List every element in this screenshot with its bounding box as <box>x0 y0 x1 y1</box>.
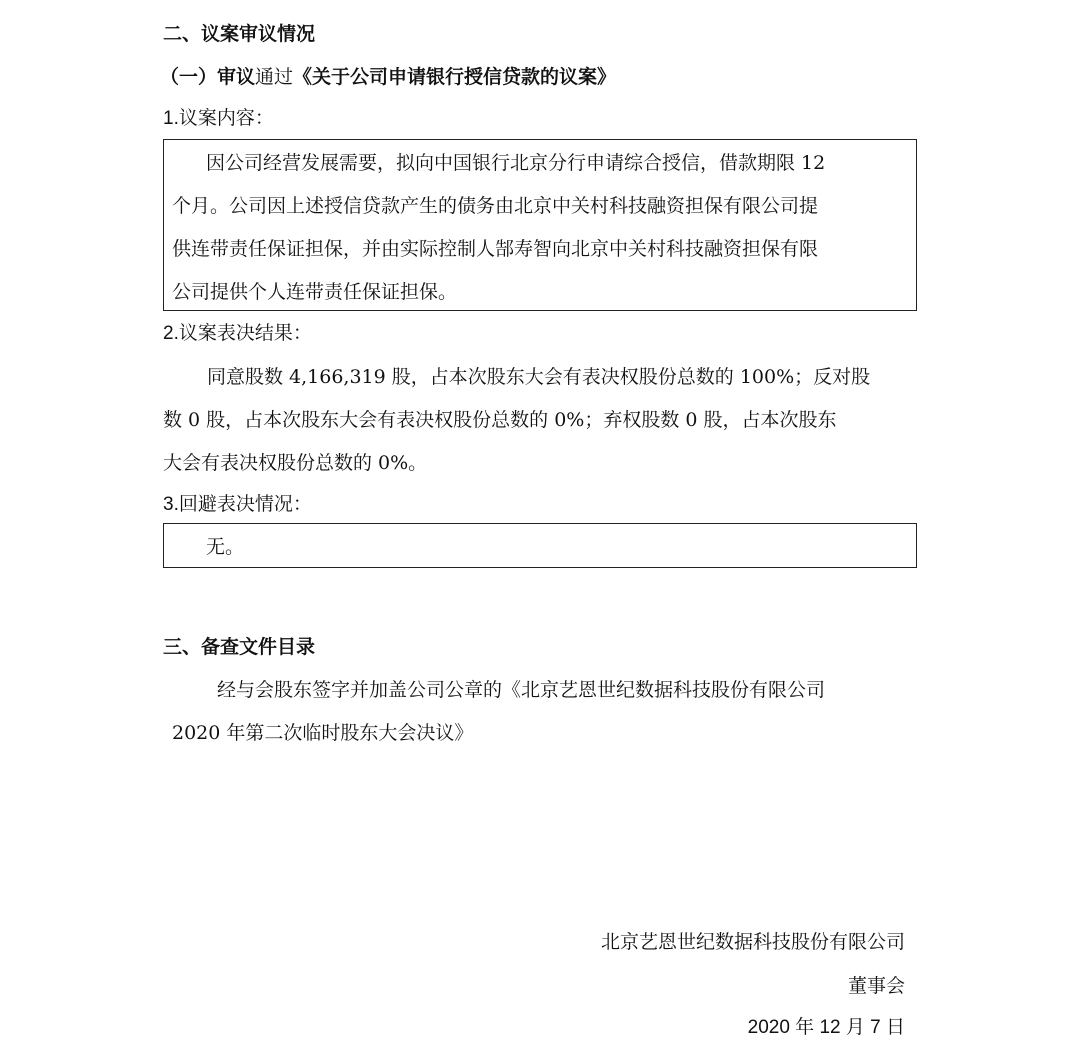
section-heading-3: 三、备查文件目录 <box>163 636 316 658</box>
recusal-box <box>163 523 917 568</box>
motion-passed: 通过 <box>255 66 294 88</box>
signature-date: 2020 年 12 月 7 日 <box>747 1017 905 1038</box>
item3-label: 3.回避表决情况： <box>163 494 312 515</box>
item1-label: 1.议案内容： <box>163 108 274 129</box>
recusal-text: 无。 <box>206 536 245 558</box>
motion-title <box>160 65 616 89</box>
content-line: 因公司经营发展需要，拟向中国银行北京分行申请综合授信，借款期限 12 <box>206 152 826 174</box>
motion-content-box <box>163 139 917 311</box>
motion-name: 《关于公司申请银行授信贷款的议案》 <box>293 66 617 88</box>
section-heading-2: 二、议案审议情况 <box>163 23 316 45</box>
content-line: 供连带责任保证担保，并由实际控制人郜寿智向北京中关村科技融资担保有限 <box>172 238 819 260</box>
item2-label: 2.议案表决结果： <box>163 323 312 344</box>
content-line: 公司提供个人连带责任保证担保。 <box>172 281 458 303</box>
vote-line: 大会有表决权股份总数的 0%。 <box>163 452 428 474</box>
motion-prefix: （一）审议 <box>160 66 256 88</box>
reference-line: 经与会股东签字并加盖公司公章的《北京艺恩世纪数据科技股份有限公司 <box>217 679 826 701</box>
reference-line: 2020 年第二次临时股东大会决议》 <box>172 722 474 744</box>
content-line: 个月。公司因上述授信贷款产生的债务由北京中关村科技融资担保有限公司提 <box>172 195 819 217</box>
vote-line: 数 0 股，占本次股东大会有表决权股份总数的 0%；弃权股数 0 股，占本次股东 <box>163 409 837 431</box>
vote-line: 同意股数 4,166,319 股，占本次股东大会有表决权股份总数的 100%；反对股 <box>207 366 871 388</box>
signature-board: 董事会 <box>847 975 905 997</box>
signature-company: 北京艺恩世纪数据科技股份有限公司 <box>600 931 905 953</box>
